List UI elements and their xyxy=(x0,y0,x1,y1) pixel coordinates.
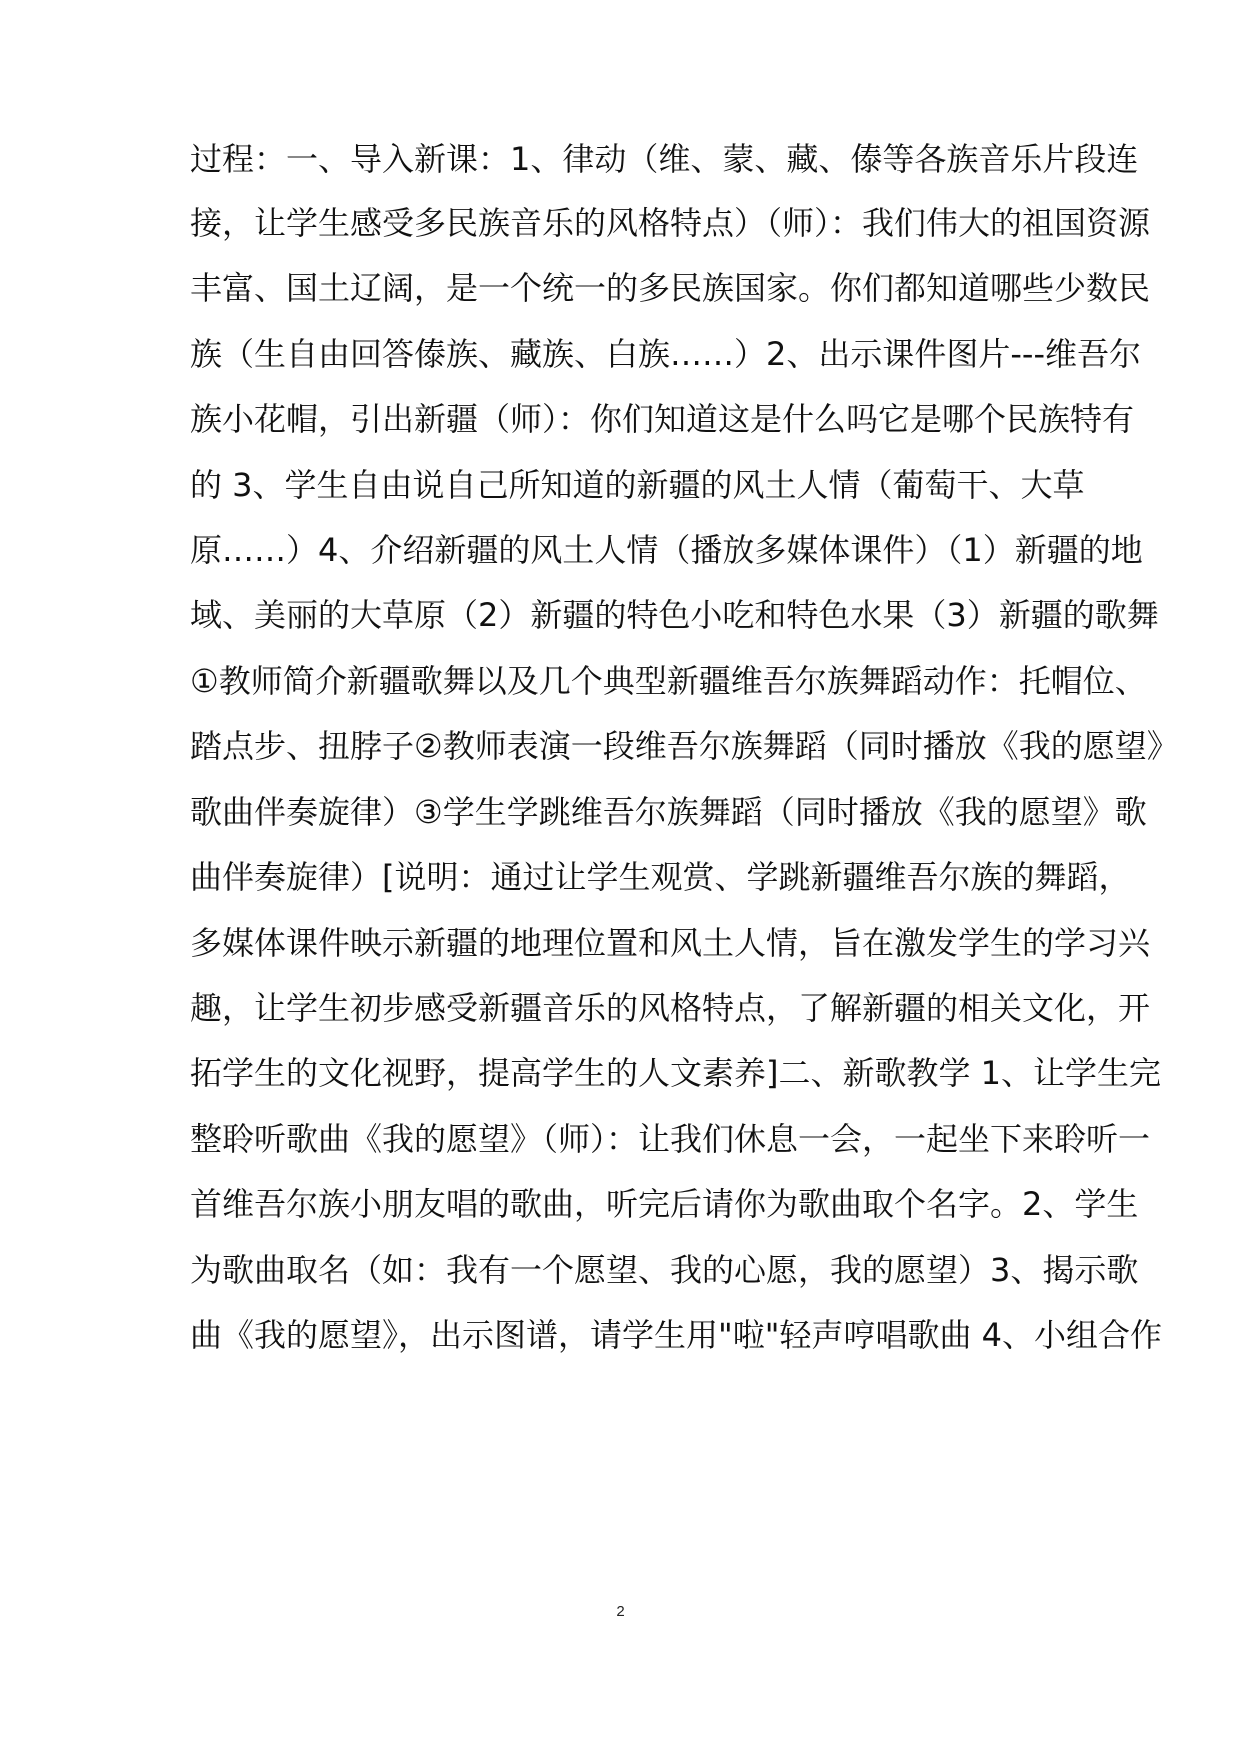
body-text-line: ①教师简介新疆歌舞以及几个典型新疆维吾尔族舞蹈动作：托帽位、 xyxy=(190,662,1147,700)
page-number: 2 xyxy=(616,1603,625,1620)
body-text-line: 首维吾尔族小朋友唱的歌曲，听完后请你为歌曲取个名字。2、学生 xyxy=(190,1185,1139,1223)
body-text-line: 多媒体课件映示新疆的地理位置和风土人情，旨在激发学生的学习兴 xyxy=(190,924,1151,962)
body-text-line: 丰富、国土辽阔，是一个统一的多民族国家。你们都知道哪些少数民 xyxy=(190,269,1151,307)
body-text-line: 接，让学生感受多民族音乐的风格特点）（师）：我们伟大的祖国资源 xyxy=(190,204,1151,242)
body-text-line: 曲《我的愿望》，出示图谱，请学生用"啦"轻声哼唱歌曲 4、小组合作 xyxy=(190,1316,1162,1354)
body-text-line: 域、美丽的大草原（2）新疆的特色小吃和特色水果（3）新疆的歌舞 xyxy=(190,596,1159,634)
body-text-line: 原……）4、介绍新疆的风土人情（播放多媒体课件）（1）新疆的地 xyxy=(190,531,1143,569)
body-text-line: 拓学生的文化视野，提高学生的人文素养]二、新歌教学 1、让学生完 xyxy=(190,1054,1162,1092)
body-text-line: 曲伴奏旋律）[说明：通过让学生观赏、学跳新疆维吾尔族的舞蹈， xyxy=(190,858,1131,896)
body-text-line: 踏点步、扭脖子②教师表演一段维吾尔族舞蹈（同时播放《我的愿望》 xyxy=(190,727,1179,765)
body-text-line: 歌曲伴奏旋律）③学生学跳维吾尔族舞蹈（同时播放《我的愿望》歌 xyxy=(190,793,1147,831)
body-text-line: 过程：一、导入新课：1、律动（维、蒙、藏、傣等各族音乐片段连 xyxy=(190,140,1139,178)
body-text-line: 的 3、学生自由说自己所知道的新疆的风土人情（葡萄干、大草 xyxy=(190,466,1085,504)
body-text-line: 趣，让学生初步感受新疆音乐的风格特点，了解新疆的相关文化，开 xyxy=(190,989,1151,1027)
body-text-line: 为歌曲取名（如：我有一个愿望、我的心愿，我的愿望）3、揭示歌 xyxy=(190,1251,1139,1289)
body-text-line: 整聆听歌曲《我的愿望》（师）：让我们休息一会，一起坐下来聆听一 xyxy=(190,1120,1151,1158)
body-text-line: 族（生自由回答傣族、藏族、白族……）2、出示课件图片---维吾尔 xyxy=(190,335,1142,373)
body-text-line: 族小花帽，引出新疆（师）：你们知道这是什么吗它是哪个民族特有 xyxy=(190,400,1135,438)
